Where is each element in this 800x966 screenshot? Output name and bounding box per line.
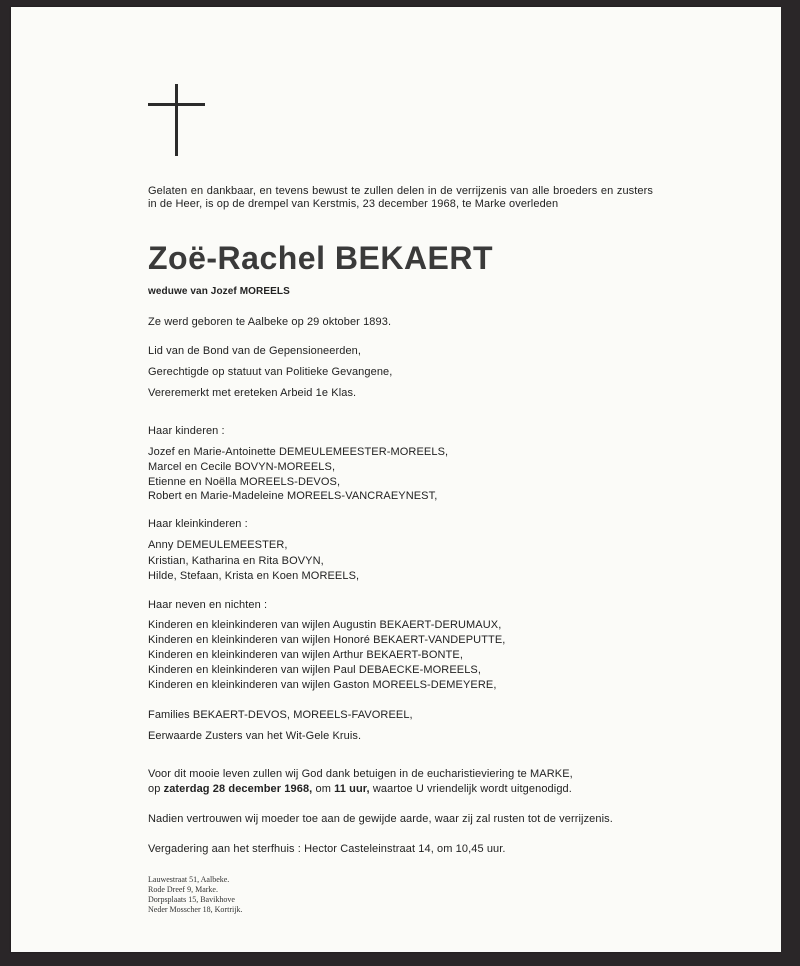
service-prefix: op — [148, 783, 161, 795]
gathering-line: Vergadering aan het sterfhuis : Hector Casteleinstraat 14, om 10,45 uur. — [148, 843, 506, 855]
child-line: Robert en Marie-Madeleine MOREELS-VANCRAEYNEST, — [148, 490, 438, 502]
service-line-2 — [148, 783, 572, 796]
nephews-heading: Haar neven en nichten : — [148, 599, 268, 611]
address-line: Dorpsplaats 15, Bavikhove — [148, 895, 235, 904]
grandchildren-heading: Haar kleinkinderen : — [148, 518, 248, 530]
cross-horizontal-bar — [148, 103, 205, 106]
nephew-line: Kinderen en kleinkinderen van wijlen Honoré BEKAERT-VANDEPUTTE, — [148, 634, 506, 646]
families-line: Families BEKAERT-DEVOS, MOREELS-FAVOREEL, — [148, 709, 413, 721]
child-line: Etienne en Noëlla MOREELS-DEVOS, — [148, 476, 341, 488]
address-line: Neder Mosscher 18, Kortrijk. — [148, 905, 243, 914]
child-line: Marcel en Cecile BOVYN-MOREELS, — [148, 461, 336, 473]
grandchild-line: Hilde, Stefaan, Krista en Koen MOREELS, — [148, 570, 360, 582]
child-line: Jozef en Marie-Antoinette DEMEULEMEESTER-MOREELS, — [148, 446, 449, 458]
service-time: 11 uur, — [334, 783, 370, 795]
grandchild-line: Kristian, Katharina en Rita BOVYN, — [148, 555, 324, 567]
nephew-line: Kinderen en kleinkinderen van wijlen Gaston MOREELS-DEMEYERE, — [148, 679, 497, 691]
address-line: Rode Dreef 9, Marke. — [148, 885, 218, 894]
service-mid: om — [315, 783, 331, 795]
intro-text: Gelaten en dankbaar, en tevens bewust te zullen delen in de verrijzenis van alle broeders en zusters in de Heer, is op de drempel van Kerstmis, 23 december 1968, te Marke overleden — [148, 185, 653, 210]
scan-border — [781, 0, 800, 966]
membership-line: Lid van de Bond van de Gepensioneerden, — [148, 345, 362, 357]
burial-line: Nadien vertrouwen wij moeder toe aan de gewijde aarde, waar zij zal rusten tot de verrijzenis. — [148, 813, 613, 825]
service-line-1: Voor dit mooie leven zullen wij God dank betuigen in de eucharistieviering te MARKE, — [148, 768, 573, 780]
nephew-line: Kinderen en kleinkinderen van wijlen Augustin BEKAERT-DERUMAUX, — [148, 619, 502, 631]
service-suffix: waartoe U vriendelijk wordt uitgenodigd. — [372, 783, 572, 795]
deceased-name: Zoë-Rachel BEKAERT — [148, 240, 494, 276]
birth-line: Ze werd geboren te Aalbeke op 29 oktober 1893. — [148, 316, 392, 328]
sisters-line: Eerwaarde Zusters van het Wit-Gele Kruis. — [148, 730, 362, 742]
children-heading: Haar kinderen : — [148, 425, 225, 437]
widow-line: weduwe van Jozef MOREELS — [148, 286, 290, 297]
grandchild-line: Anny DEMEULEMEESTER, — [148, 539, 288, 551]
address-line: Lauwestraat 51, Aalbeke. — [148, 875, 230, 884]
nephew-line: Kinderen en kleinkinderen van wijlen Paul DEBAECKE-MOREELS, — [148, 664, 482, 676]
nephew-line: Kinderen en kleinkinderen van wijlen Arthur BEKAERT-BONTE, — [148, 649, 463, 661]
address-block — [148, 875, 242, 915]
membership-line: Vereremerkt met ereteken Arbeid 1e Klas. — [148, 387, 357, 399]
memorial-card — [11, 7, 781, 952]
membership-line: Gerechtigde op statuut van Politieke Gevangene, — [148, 366, 393, 378]
service-date: zaterdag 28 december 1968, — [163, 783, 313, 795]
cross-vertical-bar — [175, 84, 178, 156]
